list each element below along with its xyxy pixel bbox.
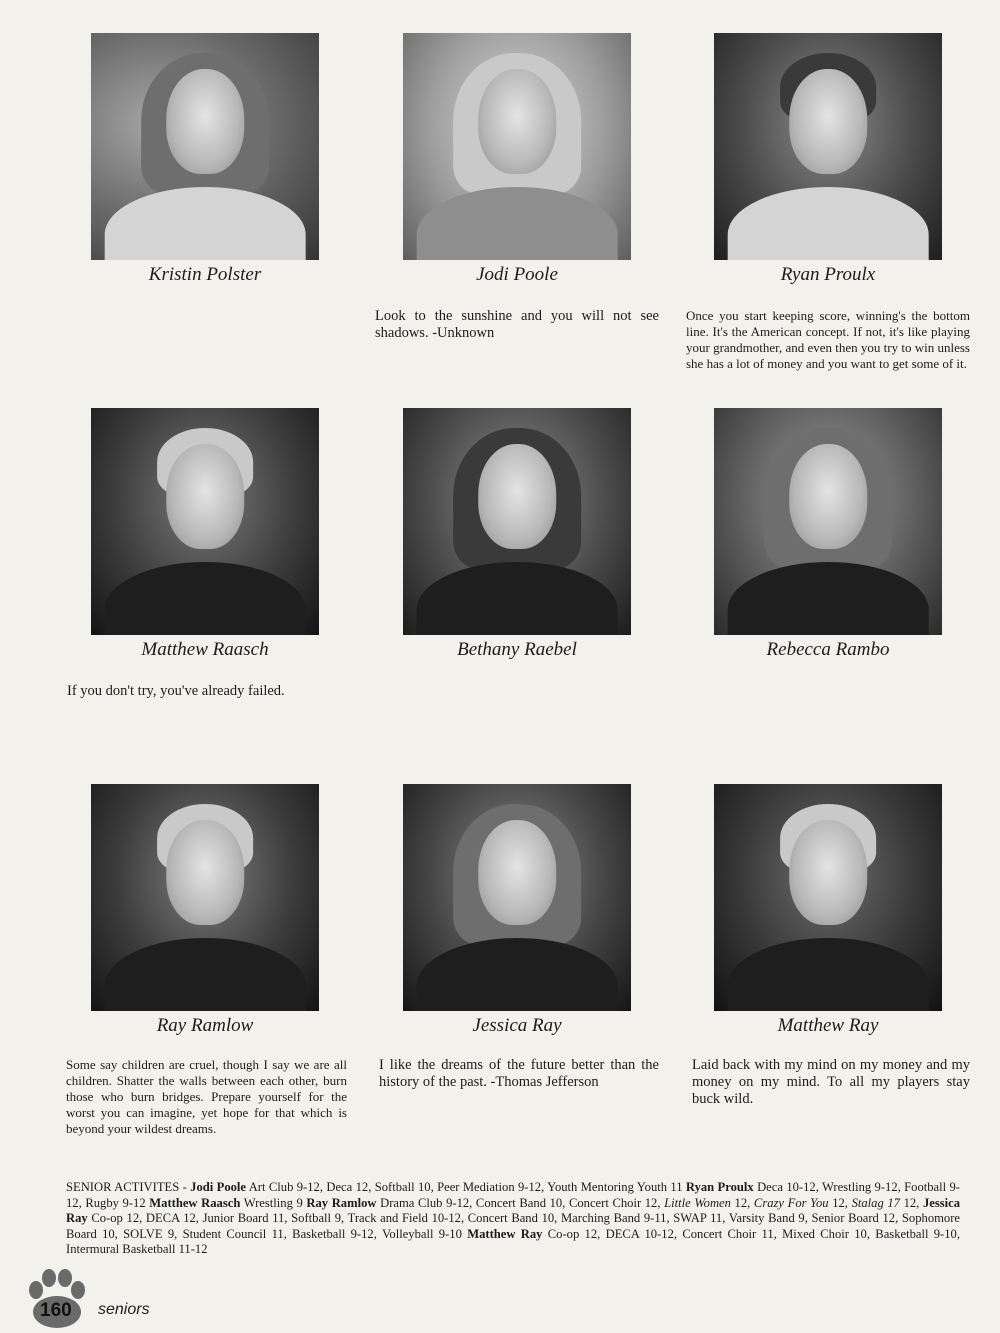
senior-name: Bethany Raebel xyxy=(457,639,577,660)
section-label: seniors xyxy=(98,1301,150,1318)
senior-card xyxy=(55,784,355,1137)
senior-card xyxy=(55,33,355,308)
senior-quote: If you don't try, you've already failed. xyxy=(67,683,285,699)
senior-quote: Once you start keeping score, winning's the bottom line. It's the American concept. If not, it's like playing your grandmother, and even then you try to win unless she has a lot of money and you want to get some of it. xyxy=(686,308,970,371)
portrait-photo xyxy=(91,33,319,260)
activity-name: Matthew Raasch xyxy=(149,1195,241,1210)
portrait-photo xyxy=(91,784,319,1011)
activity-name: Jessica Ray xyxy=(66,1195,961,1225)
portrait-photo xyxy=(714,33,942,260)
page-number: 160 xyxy=(40,1300,72,1321)
activity-name: Ryan Proulx xyxy=(685,1180,754,1194)
portrait-photo xyxy=(714,784,942,1011)
senior-name: Matthew Raasch xyxy=(141,639,269,660)
senior-card xyxy=(55,408,355,700)
senior-card xyxy=(367,33,667,342)
senior-activities: SENIOR ACTIVITES - Jodi Poole Art Club 9-12, Deca 12, Softball 10, Peer Mediation 9-12, Youth Mentoring Youth 11 Ryan Proulx Deca 10-12, Wrestling 9-12, Football 9-12, Rugby 9-12 Matthew Raasch Wrestling 9 Ray Ramlow Drama Club 9-12, Concert Band 10, Concert Choir 12, Little Women 12, Crazy For You 12, Stalag 17 12, Jessica Ray Co-op 12, DECA 12, Junior Board 11, Softball 9, Track and Field 10-12, Concert Band 10, Marching Band 9-11, SWAP 11, Varsity Band 9, Senior Board 12, Sophomore Board 10, SOLVE 9, Student Council 11, Basketball 9-12, Volleyball 9-10 Matthew Ray Co-op 12, DECA 10-12, Concert Choir 11, Mixed Choir 10, Basketball 9-10, Intermural Basketball 11-12 xyxy=(66,1180,961,1256)
senior-card xyxy=(678,33,978,372)
activity-name: Jodi Poole xyxy=(190,1180,247,1194)
portrait-photo xyxy=(403,408,631,635)
portrait-photo xyxy=(714,408,942,635)
senior-name: Ray Ramlow xyxy=(156,1015,254,1036)
portrait-photo xyxy=(91,408,319,635)
activity-name: Matthew Ray xyxy=(467,1226,543,1241)
senior-card xyxy=(678,408,978,683)
senior-card xyxy=(367,408,667,683)
senior-card xyxy=(678,784,978,1108)
senior-name: Matthew Ray xyxy=(777,1015,879,1036)
senior-name: Kristin Polster xyxy=(148,264,262,285)
activity-name: Ray Ramlow xyxy=(306,1195,377,1210)
senior-name: Rebecca Rambo xyxy=(766,639,890,660)
senior-quote: I like the dreams of the future better than the history of the past. -Thomas Jefferson xyxy=(379,1057,659,1090)
portrait-photo xyxy=(403,33,631,260)
portrait-photo xyxy=(403,784,631,1011)
senior-name: Jessica Ray xyxy=(472,1015,562,1036)
senior-card xyxy=(367,784,667,1091)
senior-quote: Look to the sunshine and you will not see shadows. -Unknown xyxy=(375,308,659,341)
senior-quote: Laid back with my mind on my money and my money on my mind. To all my players stay buck wild. xyxy=(692,1057,970,1107)
senior-name: Ryan Proulx xyxy=(780,264,876,285)
senior-name: Jodi Poole xyxy=(476,264,558,285)
activities-heading: SENIOR ACTIVITES - xyxy=(66,1180,191,1194)
senior-quote: Some say children are cruel, though I say we are all children. Shatter the walls between each other, burn those who burn bridges. Prepare yourself for the worst you can imagine, yet hope for that which is beyond your wildest dreams. xyxy=(66,1057,347,1136)
